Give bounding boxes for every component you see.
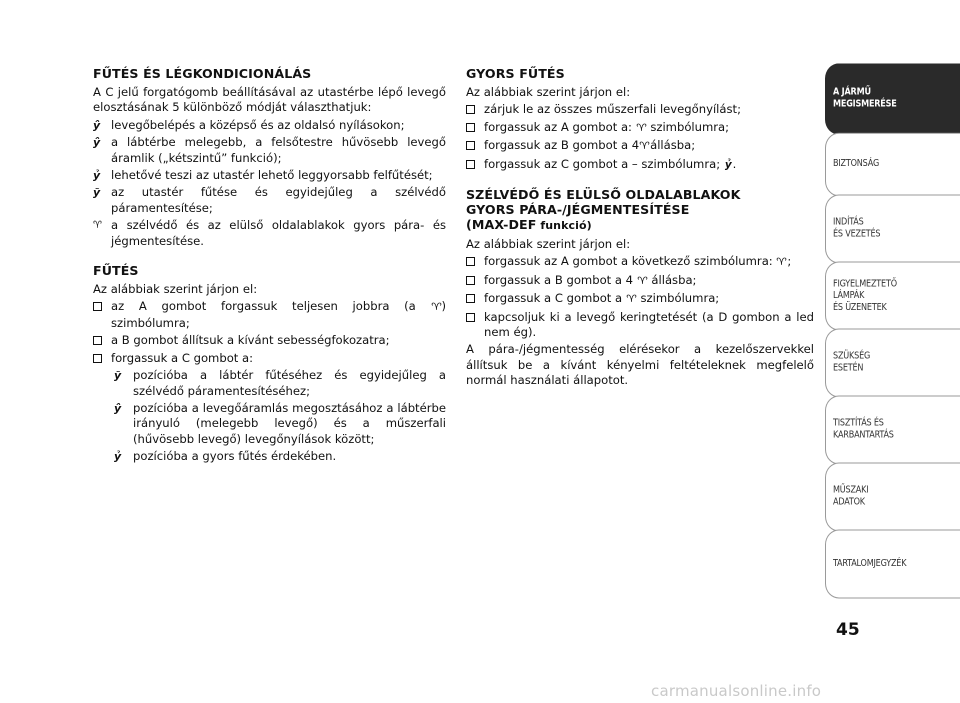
tab-vehicle-overview[interactable] — [825, 63, 960, 134]
checkbox-bullet-icon — [466, 257, 475, 266]
tab-emergency[interactable] — [825, 328, 960, 397]
sub-step-item — [93, 449, 446, 464]
fan-icon: ♈ — [639, 141, 651, 153]
tab-label: TISZTÍTÁS ÉS KARBANTARTÁS — [833, 418, 894, 441]
checkbox-bullet-icon — [466, 160, 475, 169]
step-item — [466, 120, 814, 136]
windscreen-defrost-icon: ♈ — [776, 257, 788, 269]
left-column — [93, 66, 446, 467]
mode-text: az utastér fűtése és egyidejűleg a szélvédő páramentesítése; — [111, 185, 446, 215]
checkbox-bullet-icon — [466, 123, 475, 132]
sub-step-item — [93, 401, 446, 447]
section-heading-max-def — [466, 187, 814, 233]
vent-feet-windscreen-icon: ỹ — [114, 369, 122, 383]
mode-text: a szélvédő és az elülső oldalablakok gyors pára- és jégmentesítése. — [111, 218, 446, 248]
vent-face-icon: ŷ — [93, 118, 101, 132]
tab-label: FIGYELMEZTETŐ LÁMPÁK ÉS ÜZENETEK — [833, 278, 897, 313]
step-text: ) szimbólumra; — [111, 299, 446, 330]
vent-feet-icon: ỷ — [724, 158, 732, 171]
step-text: forgassuk a C gombot a: — [111, 350, 254, 365]
tab-label: SZÜKSÉG ESETÉN — [833, 351, 871, 374]
sub-step-item — [93, 368, 446, 399]
vent-feet-icon: ỷ — [114, 450, 122, 464]
step-text: forgassuk a B gombot a 4 — [484, 272, 634, 287]
intro-paragraph: A C jelű forgatógomb beállításával az utastérbe lépő levegő elosztásának 5 különböző módját választhatjuk: — [93, 85, 446, 115]
step-text: zárjuk le az összes műszerfali levegőnyílást; — [484, 102, 741, 117]
section-heading-heating: FŰTÉS — [93, 263, 139, 279]
tab-label: MŰSZAKI ADATOK — [833, 485, 869, 508]
sub-step-text: pozícióba a gyors fűtés érdekében. — [133, 449, 337, 464]
step-text: forgassuk az C gombot a – szimbólumra; — [484, 156, 721, 171]
checkbox-bullet-icon — [466, 141, 475, 150]
tab-starting-driving[interactable] — [825, 194, 960, 263]
sub-step-text: pozícióba a levegőáramlás megosztásához a lábtérbe irányuló (melegebb levegő) és a műszerfali (hűvösebb levegő) levegőnyílások között; — [133, 400, 446, 446]
sub-step-text: pozícióba a lábtér fűtéséhez és egyidejűleg a szélvédő páramentesítéséhez; — [133, 368, 446, 398]
mode-item — [93, 218, 446, 249]
step-text: ; — [787, 254, 792, 269]
step-item — [466, 102, 814, 117]
step-text: . — [732, 156, 737, 171]
step-text: a B gombot állítsuk a kívánt sebességfokozatra; — [111, 333, 390, 348]
windscreen-defrost-icon: ♈ — [93, 220, 102, 232]
heading-text: funkció) — [536, 219, 592, 233]
checkbox-bullet-icon — [93, 336, 102, 345]
step-text: forgassuk az A gombot a következő szimbólumra: — [484, 254, 773, 269]
checkbox-bullet-icon — [466, 276, 475, 285]
step-text: állásba; — [651, 272, 697, 287]
step-item — [466, 291, 814, 307]
step-item — [466, 273, 814, 289]
watermark: carmanualsonline.info — [651, 682, 822, 700]
heading-line: SZÉLVÉDŐ ÉS ELÜLSŐ OLDALABLAKOK — [466, 187, 741, 203]
mode-text: levegőbelépés a középső és az oldalsó nyílásokon; — [111, 117, 405, 132]
steps-intro: Az alábbiak szerint járjon el: — [93, 282, 258, 297]
step-text: forgassuk az B gombot a 4 — [484, 138, 640, 153]
windscreen-defrost-icon: ♈ — [430, 302, 442, 314]
tab-safety[interactable] — [825, 133, 960, 197]
step-item — [93, 299, 446, 331]
mode-text: lehetővé teszi az utastér lehető leggyorsabb felfűtését; — [111, 168, 433, 183]
windscreen-defrost-icon: ♈ — [635, 122, 647, 134]
heading-line: GYORS PÁRA-/JÉGMENTESÍTÉSE — [466, 202, 690, 218]
step-item — [466, 254, 814, 270]
checkbox-bullet-icon — [466, 294, 475, 303]
tab-warning-lights[interactable] — [825, 261, 960, 330]
step-text: forgassuk az A gombot a: — [484, 119, 632, 134]
chapter-tabs — [825, 66, 960, 599]
step-item — [93, 351, 446, 366]
mode-item — [93, 118, 446, 133]
step-text: az A gombot forgassuk teljesen jobbra (a — [111, 299, 416, 314]
step-text: állásba; — [650, 138, 696, 153]
fan-icon: ♈ — [636, 275, 648, 287]
step-item — [466, 138, 814, 154]
outro-paragraph: A pára-/jégmentesség elérésekor a kezelőszervekkel állítsuk be a kívánt kényelmi feltételeknek megfelelő normál használati állapotot. — [466, 342, 814, 388]
page-number: 45 — [836, 620, 860, 640]
heading-text: (MAX-DEF — [466, 217, 537, 233]
checkbox-bullet-icon — [466, 105, 475, 114]
tab-label: INDÍTÁS ÉS VEZETÉS — [833, 217, 881, 240]
step-item — [466, 157, 814, 173]
steps-intro: Az alábbiak szerint járjon el: — [466, 237, 631, 252]
checkbox-bullet-icon — [466, 313, 475, 322]
tab-label: TARTALOMJEGYZÉK — [833, 558, 907, 569]
windscreen-defrost-icon: ♈ — [625, 294, 637, 306]
tab-label: A JÁRMŰ MEGISMERÉSE — [833, 87, 897, 110]
steps-intro: Az alábbiak szerint járjon el: — [466, 85, 631, 99]
tab-maintenance[interactable] — [825, 395, 960, 464]
step-item — [466, 310, 814, 341]
section-heading-quick-heating: GYORS FŰTÉS — [466, 66, 565, 81]
mode-item — [93, 168, 446, 183]
vent-feet-windscreen-icon: ỹ — [93, 186, 101, 200]
tab-technical-data[interactable] — [825, 462, 960, 531]
section-heading-heating-ac: FŰTÉS ÉS LÉGKONDICIONÁLÁS — [93, 66, 312, 81]
mode-text: a lábtérbe melegebb, a felsőtestre hűvösebb levegő áramlik („kétszintű” funkció); — [111, 135, 446, 165]
mode-item — [93, 185, 446, 216]
tab-label: BIZTONSÁG — [833, 158, 880, 170]
step-text: szimbólumra; — [650, 119, 730, 134]
step-text: kapcsoljuk ki a levegő keringtetését (a D gombon a led nem ég). — [484, 309, 814, 340]
vent-face-feet-icon: ŷ — [93, 136, 101, 150]
step-text: forgassuk a C gombot a — [484, 291, 623, 306]
right-column — [466, 66, 814, 391]
vent-face-feet-icon: ŷ — [114, 401, 122, 415]
vent-feet-icon: ỷ — [93, 169, 101, 183]
tab-index[interactable] — [825, 529, 960, 598]
checkbox-bullet-icon — [93, 302, 102, 311]
step-item — [93, 333, 446, 348]
mode-item — [93, 135, 446, 166]
heading-line — [466, 217, 814, 233]
step-text: szimbólumra; — [640, 291, 720, 306]
checkbox-bullet-icon — [93, 354, 102, 363]
